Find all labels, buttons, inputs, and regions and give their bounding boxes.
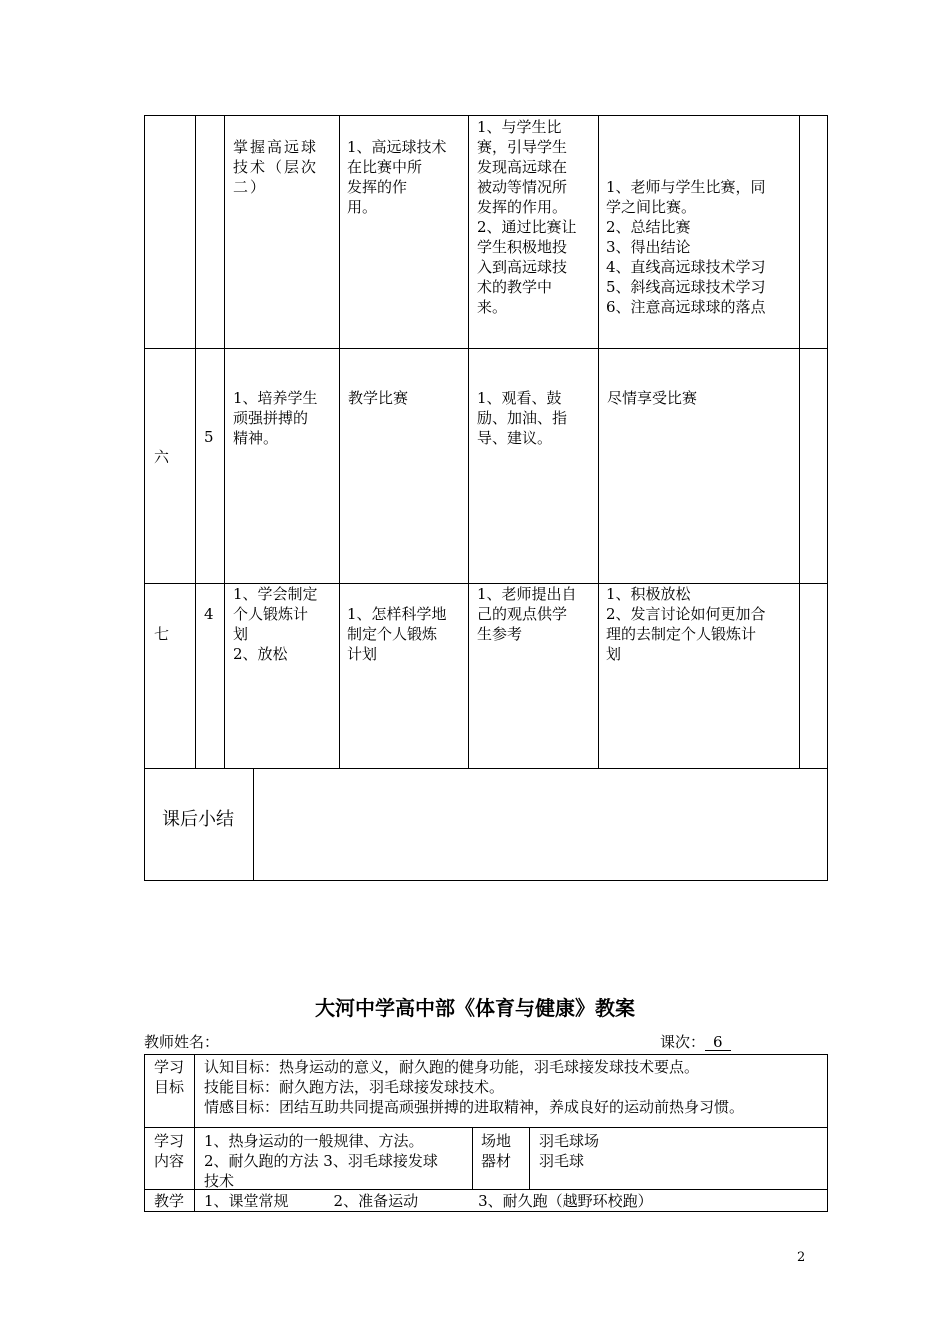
lesson-number-label: 课次： [660,1033,706,1051]
lesson-number [660,1032,731,1052]
row-six-objective: 1、培养学生 顽强拼搏的 精神。 [233,389,318,447]
teaching-text: 1、课堂常规 2、准备运动 3、耐久跑（越野环校跑） [204,1192,653,1210]
row-seven-teacher-activity: 1、老师提出自 己的观点供学 生参考 [477,585,577,643]
row-seven-student-activity: 1、积极放松 2、发言讨论如何更加合 理的去制定个人锻炼计 划 [606,585,766,663]
objectives-text: 认知目标：热身运动的意义，耐久跑的健身功能，羽毛球接发球技术要点。 技能目标：耐久跑方法，羽毛球接发球技术。 情感目标：团结互助共同提高顽强拼搏的进取精神，养成良好的运动前热身习惯。 [204,1058,745,1116]
after-class-summary-label: 课后小结 [162,809,234,830]
page-number: 2 [797,1250,806,1265]
content-label: 学习 内容 [154,1132,185,1170]
after-class-summary-content[interactable] [254,769,827,880]
row-continued-student-activity: 1、老师与学生比赛，同 学之间比赛。 2、总结比赛 3、得出结论 4、直线高远球技术学习 5、斜线高远球技术学习 6、注意高远球球的落点 [606,178,766,316]
page-title: 大河中学高中部《体育与健康》教案 [315,996,635,1020]
lesson-number-value: 6 [705,1034,731,1051]
teaching-label: 教学 [154,1192,185,1210]
content-text: 1、热身运动的一般规律、方法。 2、耐久跑的方法 3、羽毛球接发球 技术 [204,1132,438,1190]
venue-text: 羽毛球场 羽毛球 [539,1132,600,1170]
row-continued-objective: 掌握高远球 技术（层次 二） [233,138,319,196]
row-six-teacher-activity: 1、观看、鼓 励、加油、指 导、建议。 [477,389,568,447]
row-seven-minutes: 4 [204,605,214,623]
row-seven-index: 七 [154,625,170,643]
row-continued-content: 1、高远球技术 在比赛中所 发挥的作 用。 [347,138,447,216]
venue-label: 场地 器材 [481,1132,512,1170]
row-seven-objective: 1、学会制定 个人锻炼计 划 2、放松 [233,585,318,663]
row-six-index: 六 [154,448,170,466]
row-seven-content: 1、怎样科学地 制定个人锻炼 计划 [347,605,447,663]
row-continued-teacher-activity: 1、与学生比 赛，引导学生 发现高远球在 被动等情况所 发挥的作用。 2、通过比赛让 学生积极地投 入到高远球技 术的教学中 来。 [477,118,577,316]
row-six-minutes: 5 [204,428,214,446]
objectives-label: 学习 目标 [154,1058,185,1096]
teacher-name-label: 教师姓名： [144,1033,220,1051]
row-six-content: 教学比赛 [348,389,409,407]
row-six-student-activity: 尽情享受比赛 [607,389,698,407]
